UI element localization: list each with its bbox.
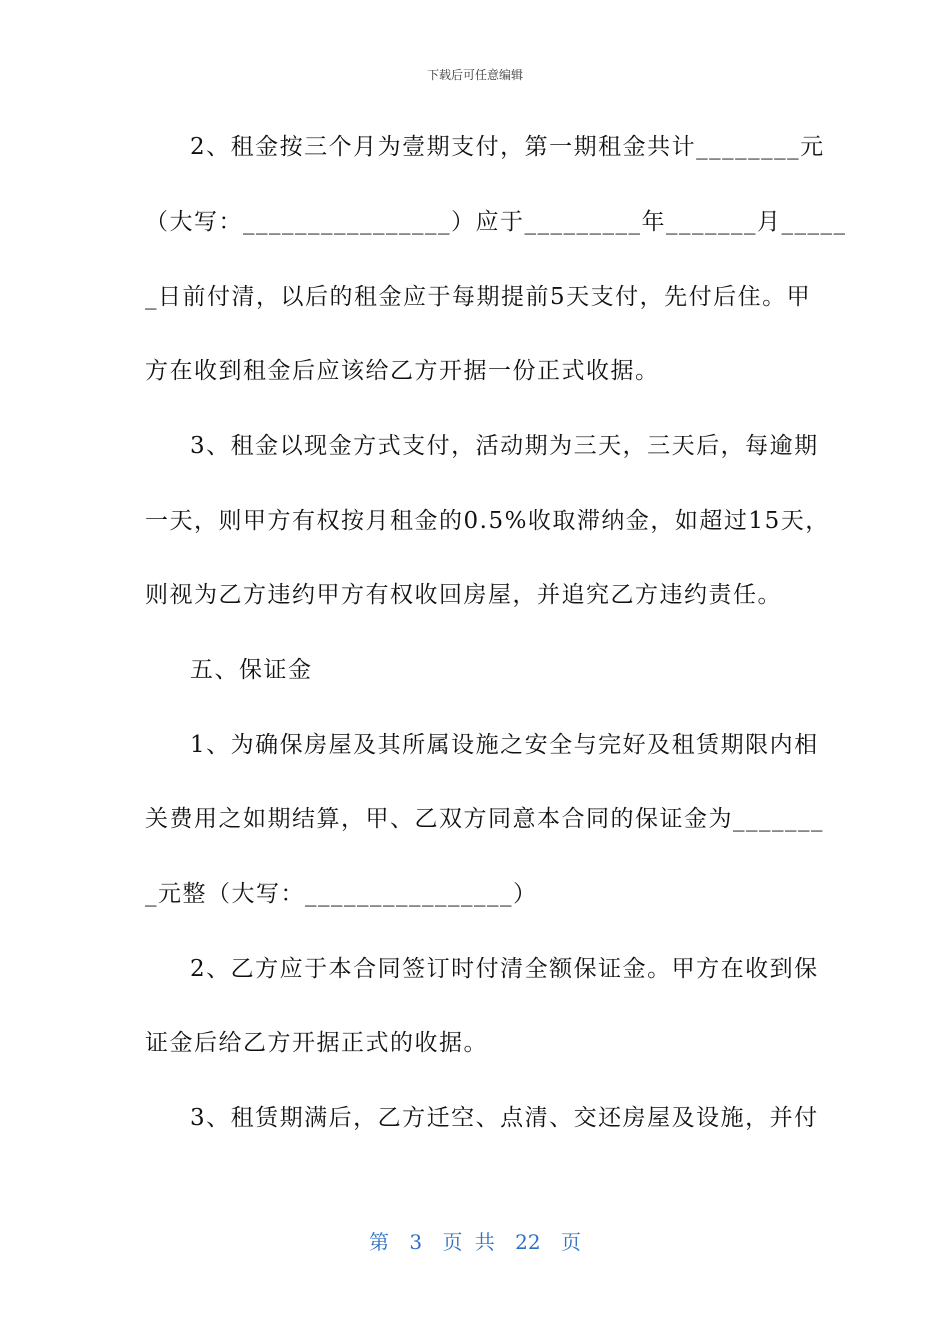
paragraph-line: 2、乙方应于本合同签订时付清全额保证金。甲方在收到保 (190, 956, 819, 982)
paragraph-line: _日前付清，以后的租金应于每期提前5天支付，先付后住。甲 (145, 284, 812, 310)
paragraph-line: 则视为乙方违约甲方有权收回房屋，并追究乙方违约责任。 (145, 582, 782, 608)
footer-middle: 页 共 (442, 1230, 495, 1254)
footer-prefix: 第 (369, 1230, 389, 1254)
section-heading: 五、保证金 (190, 657, 313, 683)
paragraph-line: 2、租金按三个月为壹期支付，第一期租金共计________元 (190, 134, 825, 160)
paragraph-line: 3、租赁期满后，乙方迁空、点清、交还房屋及设施，并付 (190, 1105, 819, 1131)
paragraph-line: 1、为确保房屋及其所属设施之安全与完好及租赁期限内相 (190, 732, 819, 758)
total-pages: 22 (515, 1230, 541, 1254)
paragraph-line: 证金后给乙方开据正式的收据。 (145, 1030, 488, 1056)
paragraph-line: 关费用之如期结算，甲、乙双方同意本合同的保证金为_______ (145, 806, 824, 832)
paragraph-line: 方在收到租金后应该给乙方开据一份正式收据。 (145, 358, 660, 384)
paragraph-line: _元整（大写：________________） (145, 881, 538, 907)
footer-suffix: 页 (560, 1230, 581, 1254)
paragraph-line: 一天，则甲方有权按月租金的0.5%收取滞纳金，如超过15天， (145, 508, 830, 534)
paragraph-line: （大写：________________）应于_________年_______月_____ (145, 209, 847, 235)
document-header: 下载后可任意编辑 (426, 68, 523, 82)
page-number-footer (0, 1226, 950, 1255)
paragraph-line: 3、租金以现金方式支付，活动期为三天，三天后，每逾期 (190, 433, 819, 459)
current-page-number: 3 (409, 1230, 423, 1254)
